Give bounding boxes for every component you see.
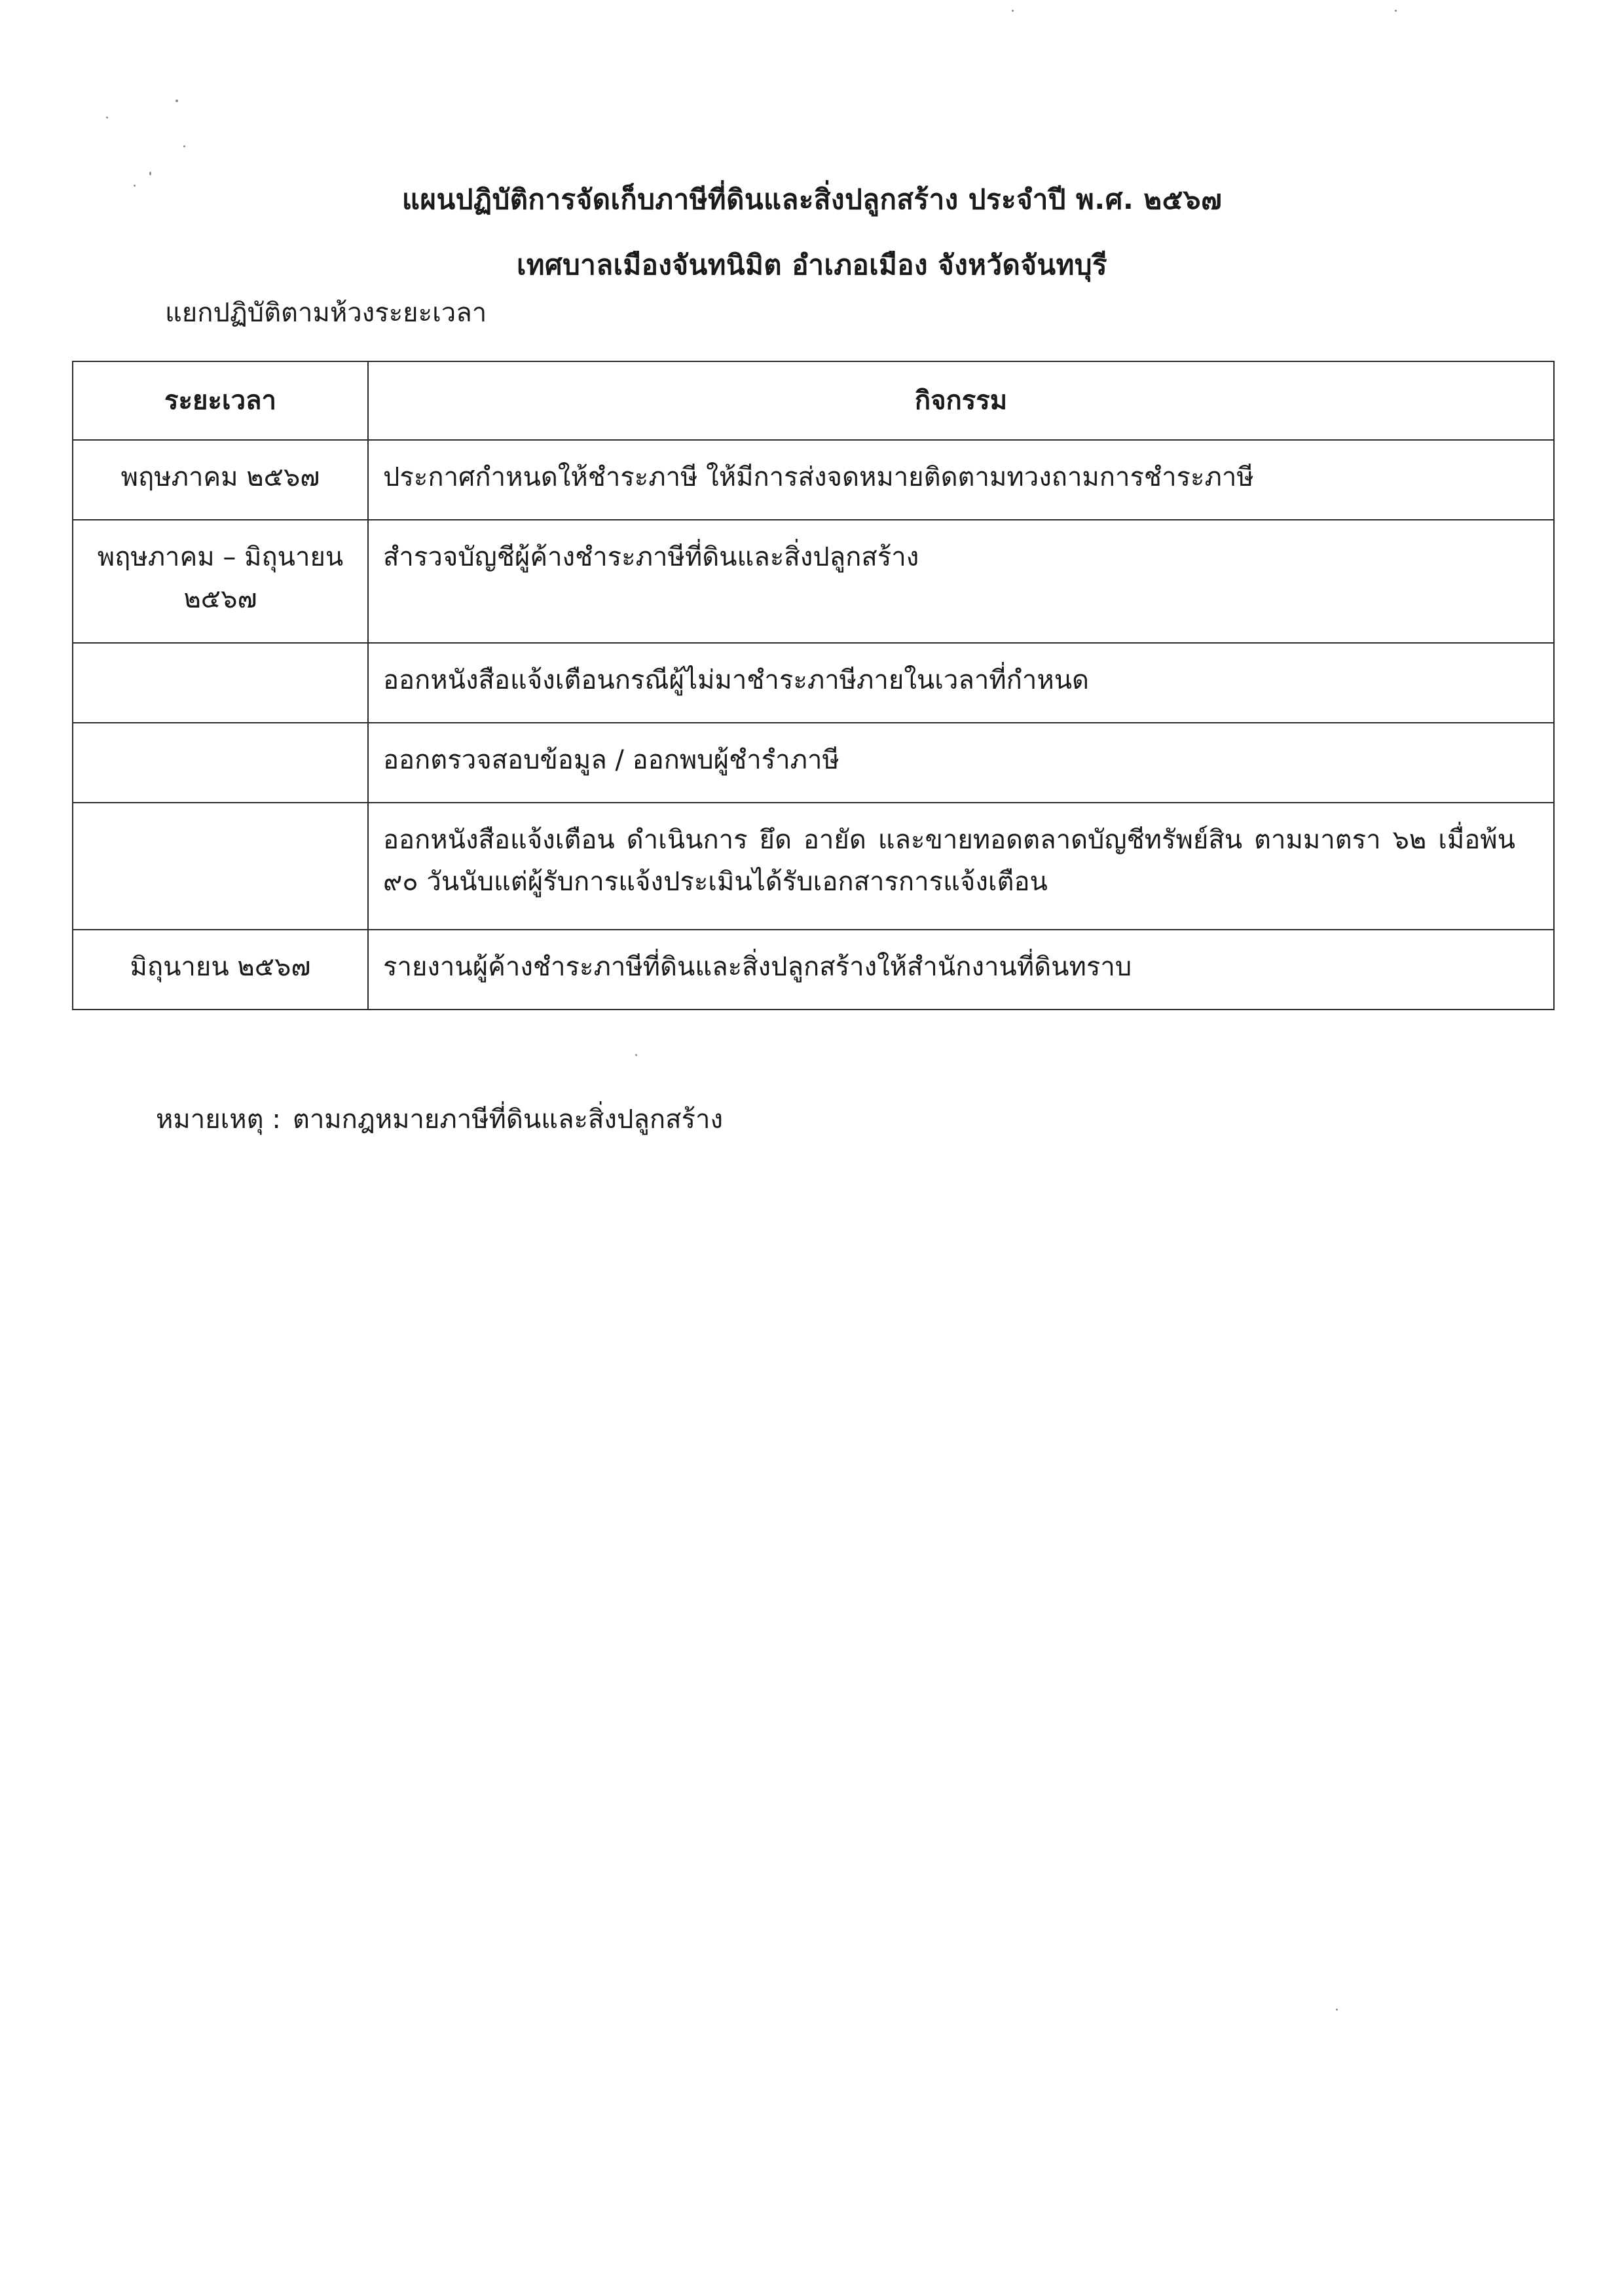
period-cell (73, 643, 368, 723)
scan-speck (175, 100, 178, 102)
table-row (73, 723, 1554, 803)
activity-cell: ประกาศกำหนดให้ชำระภาษี ให้มีการส่งจดหมายติดตามทวงถามการชำระภาษี (368, 440, 1554, 520)
title-line-2: เทศบาลเมืองจันทนิมิต อำเภอเมือง จังหวัดจันทบุรี (516, 249, 1108, 281)
scan-speck (106, 117, 108, 118)
document-title (0, 167, 1624, 298)
table-row (73, 930, 1554, 1010)
scan-speck (183, 145, 185, 147)
table-header-row (73, 361, 1554, 440)
activity-cell: ออกตรวจสอบข้อมูล / ออกพบผู้ชำรำภาษี (368, 723, 1554, 803)
period-cell (73, 723, 368, 803)
header-activity: กิจกรรม (368, 361, 1554, 440)
scan-speck (1336, 2009, 1338, 2011)
table-row (73, 643, 1554, 723)
activity-cell: สำรวจบัญชีผู้ค้างชำระภาษีที่ดินและสิ่งปลูกสร้าง (368, 520, 1554, 643)
period-cell (73, 803, 368, 930)
title-line-1: แผนปฏิบัติการจัดเก็บภาษีที่ดินและสิ่งปลูกสร้าง ประจำปี พ.ศ. ๒๕๖๗ (401, 183, 1223, 215)
period-cell: พฤษภาคม ๒๕๖๗ (73, 440, 368, 520)
table-row (73, 440, 1554, 520)
schedule-table (72, 361, 1555, 1010)
note-text: ตามกฎหมายภาษีที่ดินและสิ่งปลูกสร้าง (292, 1104, 723, 1135)
table-row (73, 803, 1554, 930)
footnote (156, 1100, 723, 1139)
scan-speck (1012, 10, 1014, 12)
activity-cell: ออกหนังสือแจ้งเตือนกรณีผู้ไม่มาชำระภาษีภายในเวลาที่กำหนด (368, 643, 1554, 723)
note-label: หมายเหตุ : (156, 1104, 281, 1135)
activity-cell: ออกหนังสือแจ้งเตือน ดำเนินการ ยึด อายัด และขายทอดตลาดบัญชีทรัพย์สิน ตามมาตรา ๖๒ เมื่อพ้น ๙๐ วันนับแต่ผู้รับการแจ้งประเมินได้รับเอกสารการแจ้งเตือน (368, 803, 1554, 930)
table-row (73, 520, 1554, 643)
section-subtitle: แยกปฏิบัติตามห้วงระยะเวลา (165, 298, 487, 328)
period-cell: มิถุนายน ๒๕๖๗ (73, 930, 368, 1010)
scan-speck (635, 1054, 637, 1056)
period-cell: พฤษภาคม – มิถุนายน ๒๕๖๗ (73, 520, 368, 643)
activity-cell: รายงานผู้ค้างชำระภาษีที่ดินและสิ่งปลูกสร้างให้สำนักงานที่ดินทราบ (368, 930, 1554, 1010)
scan-speck (1395, 10, 1397, 12)
header-period: ระยะเวลา (73, 361, 368, 440)
